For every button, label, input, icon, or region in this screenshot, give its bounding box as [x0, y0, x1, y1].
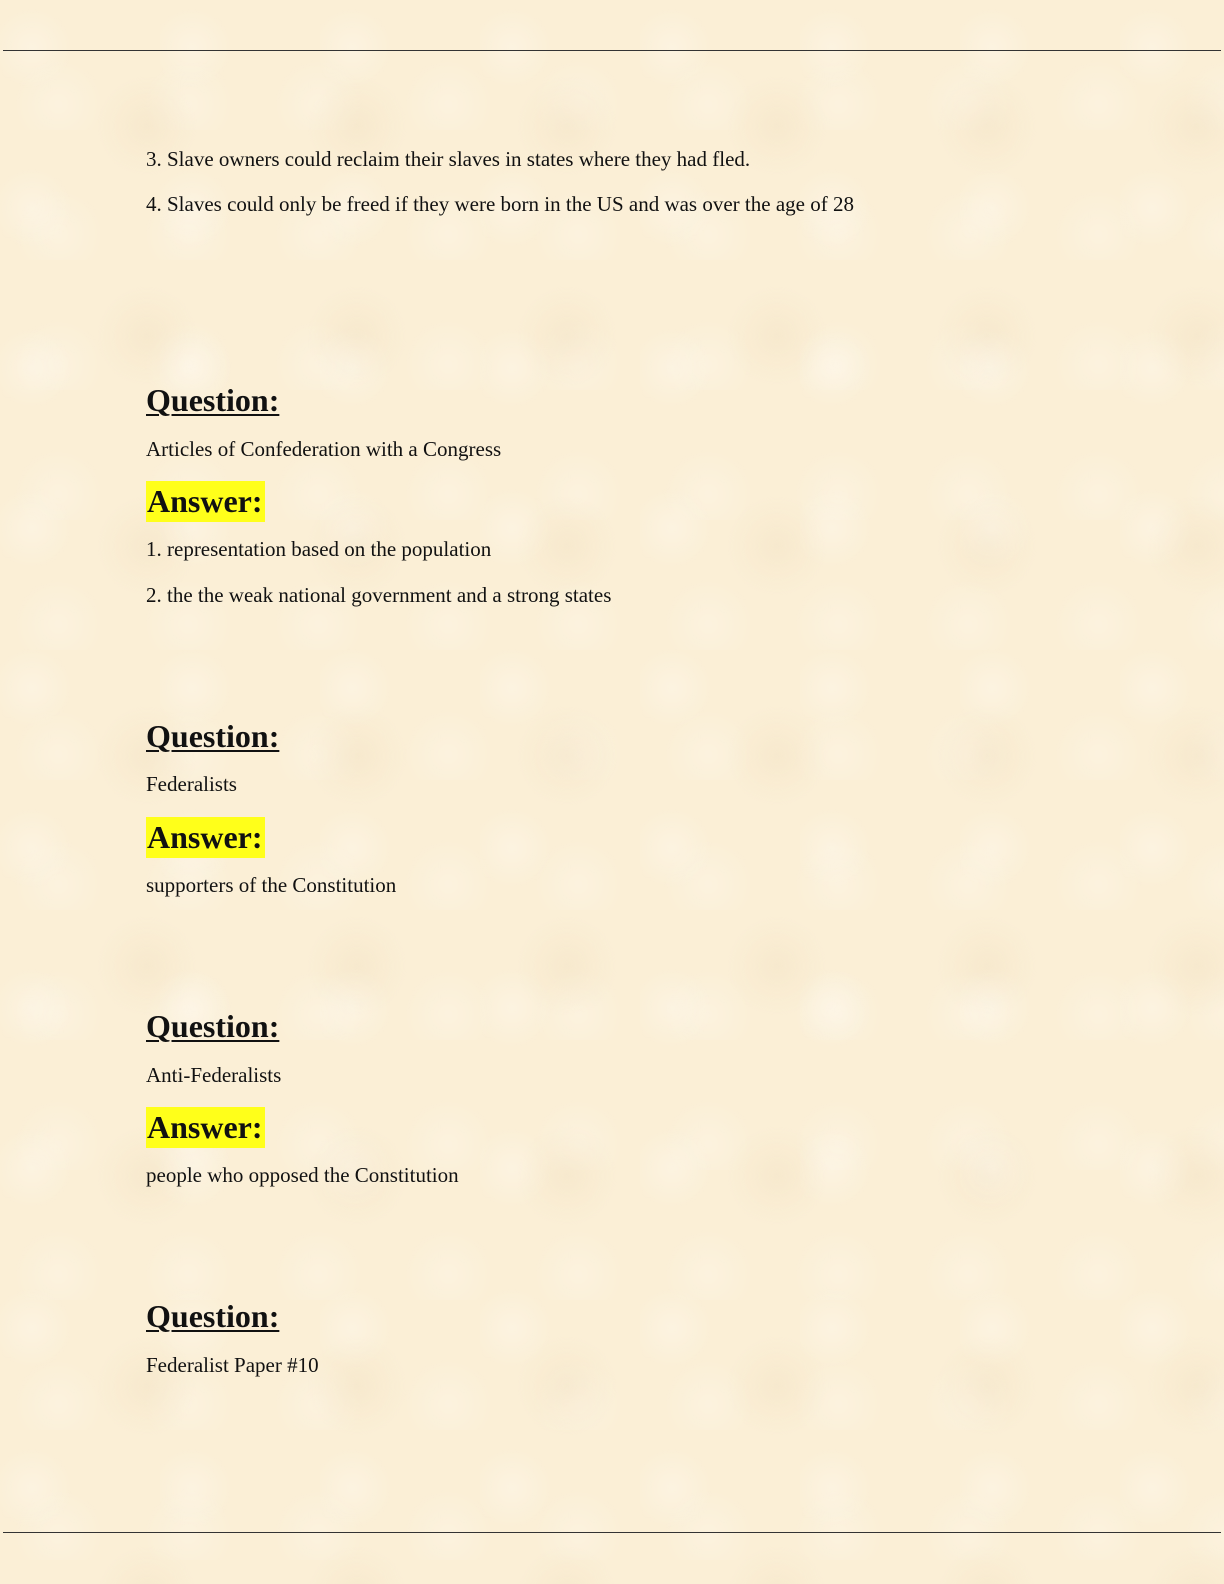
footer-rule	[3, 1532, 1221, 1533]
carryover-item-3: 3. Slave owners could reclaim their slaves in states where they had fled.	[146, 147, 751, 171]
question-text: Articles of Confederation with a Congress	[146, 437, 502, 461]
answer-line: 1. representation based on the population	[146, 537, 492, 561]
carryover-item-4: 4. Slaves could only be freed if they were born in the US and was over the age of 28	[146, 192, 854, 216]
answer-heading: Answer:	[146, 817, 265, 858]
header-rule	[3, 50, 1221, 51]
question-heading: Question:	[146, 1008, 280, 1044]
question-text: Federalist Paper #10	[146, 1353, 319, 1377]
answer-line: 2. the the weak national government and a strong states	[146, 583, 612, 607]
question-text: Anti-Federalists	[146, 1063, 282, 1087]
question-heading: Question:	[146, 718, 280, 754]
answer-line: people who opposed the Constitution	[146, 1163, 459, 1187]
answer-heading: Answer:	[146, 481, 265, 522]
question-heading: Question:	[146, 1298, 280, 1334]
question-heading: Question:	[146, 382, 280, 418]
answer-line: supporters of the Constitution	[146, 873, 397, 897]
answer-heading: Answer:	[146, 1107, 265, 1148]
question-text: Federalists	[146, 772, 237, 796]
